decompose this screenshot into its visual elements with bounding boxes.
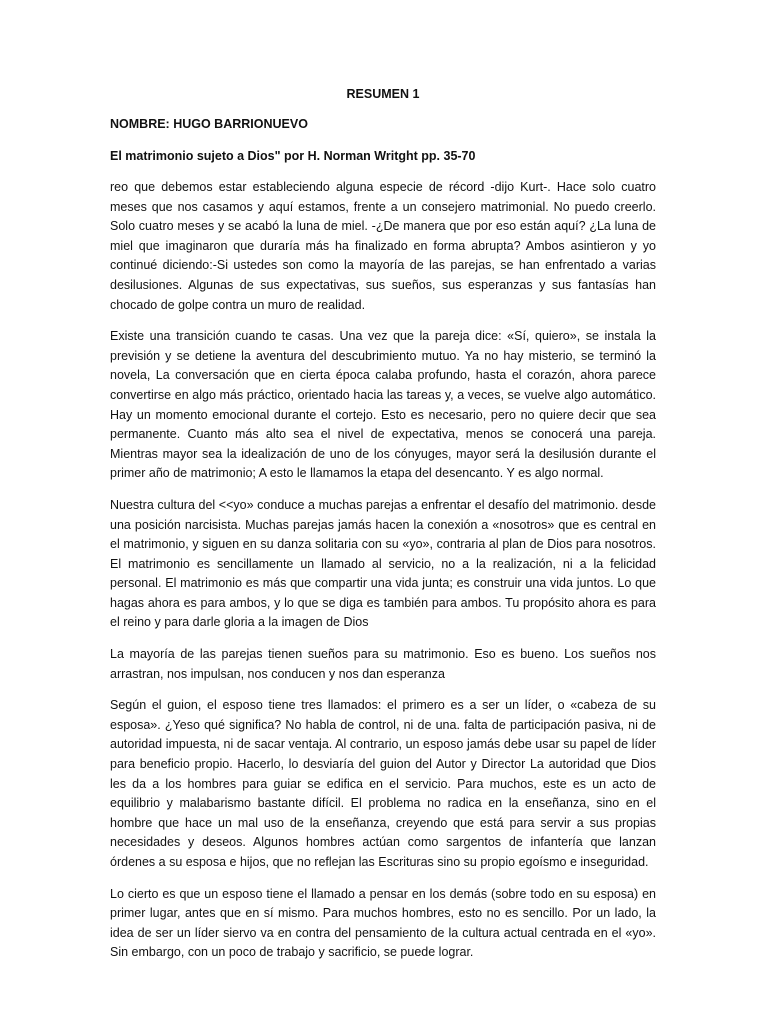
paragraph-4: La mayoría de las parejas tienen sueños para su matrimonio. Eso es bueno. Los sueños nos arrastran, nos impulsan, nos conducen y nos dan esperanza	[110, 647, 656, 681]
author-name-line: NOMBRE: HUGO BARRIONUEVO	[110, 117, 308, 131]
paragraph-2: Existe una transición cuando te casas. Una vez que la pareja dice: «Sí, quiero», se instala la previsión y se detiene la aventura del descubrimiento mutuo. Ya no hay misterio, se terminó la novela, La conversación que en cierta época calaba profundo, hasta el corazón, ahora parece convertirse en algo más práctico, orientado hacia las tareas y, a veces, se vuelve algo automático. Hay un momento emocional durante el cortejo. Esto es necesario, pero no quiere decir que sea permanente. Cuanto más alto sea el nivel de expectativa, menos se conocerá una pareja. Mientras mayor sea la idealización de uno de los cónyuges, mayor será la desilusión durante el primer año de matrimonio; A esto le llamamos la etapa del desencanto. Y es algo normal.	[110, 329, 656, 481]
paragraph-6: Lo cierto es que un esposo tiene el llamado a pensar en los demás (sobre todo en su esposa) en primer lugar, antes que en sí mismo. Para muchos hombres, esto no es sencillo. Por un lado, la idea de ser un líder siervo va en contra del pensamiento de la cultura actual centrada en el «yo». Sin embargo, con un poco de trabajo y sacrificio, se puede lograr.	[110, 886, 656, 960]
paragraph-3: Nuestra cultura del <<yo» conduce a muchas parejas a enfrentar el desafío del matrimonio. desde una posición narcisista. Muchas parejas jamás hacen la conexión a «nosotros» que es central en el matrimonio, y siguen en su danza solitaria con su «yo», contraria al plan de Dios para nosotros. El matrimonio es sencillamente un llamado al servicio, no a la realización, ni a la felicidad personal. El matrimonio es más que compartir una vida junta; es construir una vida juntos. Lo que hagas ahora es para ambos, y lo que se diga es también para ambos. Tu propósito ahora es para el reino y para darle gloria a la imagen de Dios	[110, 497, 656, 630]
document-page	[110, 84, 656, 975]
book-reference: El matrimonio sujeto a Dios" por H. Norman Writght pp. 35-70	[110, 149, 476, 163]
paragraph-5: Según el guion, el esposo tiene tres llamados: el primero es a ser un líder, o «cabeza de su esposa». ¿Yeso qué significa? No habla de control, ni de una. falta de participación pasiva, ni de autoridad impuesta, ni de sacar ventaja. Al contrario, un esposo jamás debe usar su papel de líder para beneficio propio. Hacerlo, lo desviaría del guion del Autor y Director La autoridad que Dios les da a los hombres para guiar se edifica en el servicio. Para muchos, este es un acto de equilibrio y malabarismo bastante difícil. El problema no radica en la enseñanza, sino en el hombre que hace un mal uso de la enseñanza, creyendo que está para servir a sus propias necesidades y deseos. Algunos hombres actúan como sargentos de infantería que lanzan órdenes a su esposa e hijos, que no reflejan las Escrituras sino su propio egoísmo e inseguridad.	[110, 698, 656, 869]
paragraph-1: reo que debemos estar estableciendo alguna especie de récord -dijo Kurt-. Hace solo cuatro meses que nos casamos y aquí estamos, frente a un consejero matrimonial. No puedo creerlo. Solo cuatro meses y se acabó la luna de miel. -¿De manera que por eso están aquí? ¿La luna de miel que imaginaron que duraría más ha finalizado en forma abrupta? Ambos asintieron y yo continué diciendo:-Si ustedes son como la mayoría de las parejas, se han enfrentado a varias desilusiones. Algunas de sus expectativas, sus sueños, sus esperanzas y sus fantasías han chocado de golpe contra un muro de realidad.	[110, 180, 656, 312]
document-title: RESUMEN 1	[346, 87, 420, 101]
